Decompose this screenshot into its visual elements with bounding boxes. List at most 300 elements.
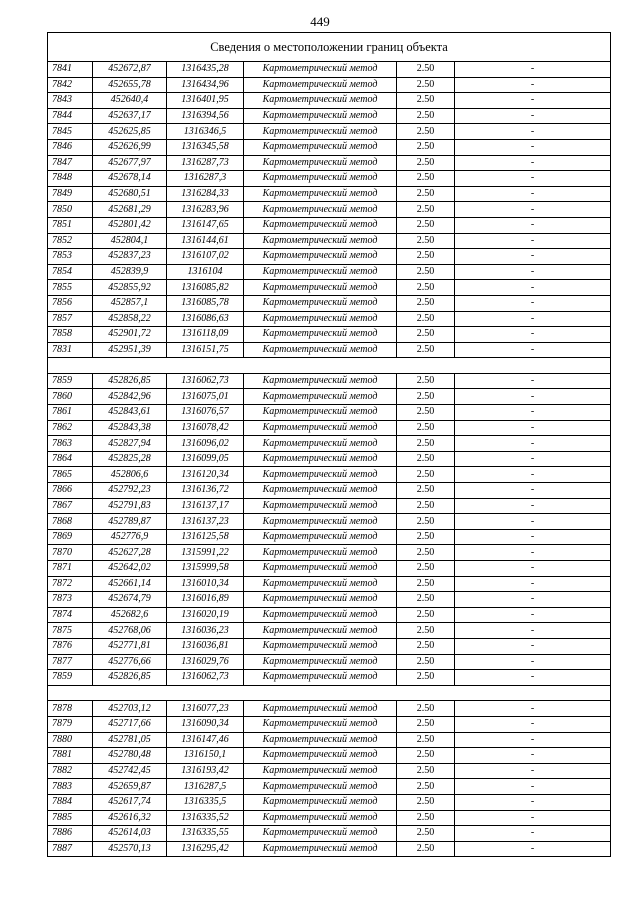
y-coordinate-cell: 1316151,75 [167,342,244,358]
extra-cell: - [455,592,611,608]
x-coordinate-cell: 452843,38 [93,420,167,436]
y-coordinate-cell: 1316434,96 [167,77,244,93]
x-coordinate-cell: 452680,51 [93,186,167,202]
table-row [48,233,611,249]
accuracy-cell: 2.50 [397,62,455,78]
table-row [48,108,611,124]
table-row [48,249,611,265]
point-number-cell: 7831 [48,342,93,358]
accuracy-cell: 2.50 [397,280,455,296]
extra-cell: - [455,576,611,592]
method-cell: Картометрический метод [244,841,397,857]
table-row [48,576,611,592]
extra-cell: - [455,108,611,124]
x-coordinate-cell: 452801,42 [93,217,167,233]
method-cell: Картометрический метод [244,420,397,436]
point-number-cell: 7876 [48,638,93,654]
separator-cell [93,358,167,374]
method-cell: Картометрический метод [244,779,397,795]
y-coordinate-cell: 1315999,58 [167,561,244,577]
table-row [48,327,611,343]
y-coordinate-cell: 1316075,01 [167,389,244,405]
point-number-cell: 7872 [48,576,93,592]
x-coordinate-cell: 452642,02 [93,561,167,577]
x-coordinate-cell: 452791,83 [93,498,167,514]
y-coordinate-cell: 1316136,72 [167,483,244,499]
y-coordinate-cell: 1316137,23 [167,514,244,530]
y-coordinate-cell: 1316090,34 [167,716,244,732]
extra-cell: - [455,155,611,171]
y-coordinate-cell: 1316107,02 [167,249,244,265]
x-coordinate-cell: 452855,92 [93,280,167,296]
method-cell: Картометрический метод [244,373,397,389]
extra-cell: - [455,748,611,764]
method-cell: Картометрический метод [244,233,397,249]
accuracy-cell: 2.50 [397,342,455,358]
accuracy-cell: 2.50 [397,264,455,280]
extra-cell: - [455,545,611,561]
extra-cell: - [455,701,611,717]
extra-cell: - [455,763,611,779]
method-cell: Картометрический метод [244,545,397,561]
y-coordinate-cell: 1316036,23 [167,623,244,639]
extra-cell: - [455,467,611,483]
accuracy-cell: 2.50 [397,77,455,93]
y-coordinate-cell: 1316077,23 [167,701,244,717]
point-number-cell: 7883 [48,779,93,795]
y-coordinate-cell: 1316118,09 [167,327,244,343]
extra-cell: - [455,93,611,109]
y-coordinate-cell: 1316120,34 [167,467,244,483]
x-coordinate-cell: 452617,74 [93,794,167,810]
extra-cell: - [455,280,611,296]
accuracy-cell: 2.50 [397,810,455,826]
x-coordinate-cell: 452781,05 [93,732,167,748]
y-coordinate-cell: 1316104 [167,264,244,280]
accuracy-cell: 2.50 [397,155,455,171]
table-row [48,280,611,296]
extra-cell: - [455,670,611,686]
method-cell: Картометрический метод [244,514,397,530]
y-coordinate-cell: 1316394,56 [167,108,244,124]
point-number-cell: 7851 [48,217,93,233]
method-cell: Картометрический метод [244,249,397,265]
accuracy-cell: 2.50 [397,171,455,187]
x-coordinate-cell: 452616,32 [93,810,167,826]
extra-cell: - [455,217,611,233]
x-coordinate-cell: 452681,29 [93,202,167,218]
y-coordinate-cell: 1316335,52 [167,810,244,826]
accuracy-cell: 2.50 [397,467,455,483]
accuracy-cell: 2.50 [397,483,455,499]
x-coordinate-cell: 452659,87 [93,779,167,795]
accuracy-cell: 2.50 [397,732,455,748]
accuracy-cell: 2.50 [397,420,455,436]
x-coordinate-cell: 452771,81 [93,638,167,654]
point-number-cell: 7864 [48,451,93,467]
table-title: Сведения о местоположении границ объекта [48,33,611,62]
y-coordinate-cell: 1316078,42 [167,420,244,436]
extra-cell: - [455,171,611,187]
accuracy-cell: 2.50 [397,108,455,124]
table-row [48,748,611,764]
point-number-cell: 7878 [48,701,93,717]
method-cell: Картометрический метод [244,670,397,686]
x-coordinate-cell: 452717,66 [93,716,167,732]
table-row [48,264,611,280]
y-coordinate-cell: 1316085,78 [167,295,244,311]
accuracy-cell: 2.50 [397,763,455,779]
point-number-cell: 7885 [48,810,93,826]
extra-cell: - [455,373,611,389]
method-cell: Картометрический метод [244,311,397,327]
extra-cell: - [455,607,611,623]
extra-cell: - [455,498,611,514]
table-row [48,217,611,233]
table-row [48,592,611,608]
accuracy-cell: 2.50 [397,592,455,608]
accuracy-cell: 2.50 [397,841,455,857]
y-coordinate-cell: 1316283,96 [167,202,244,218]
extra-cell: - [455,389,611,405]
table-row [48,810,611,826]
separator-cell [455,685,611,701]
point-number-cell: 7881 [48,748,93,764]
x-coordinate-cell: 452661,14 [93,576,167,592]
accuracy-cell: 2.50 [397,124,455,140]
x-coordinate-cell: 452837,23 [93,249,167,265]
method-cell: Картометрический метод [244,186,397,202]
x-coordinate-cell: 452826,85 [93,670,167,686]
y-coordinate-cell: 1316346,5 [167,124,244,140]
method-cell: Картометрический метод [244,701,397,717]
method-cell: Картометрический метод [244,451,397,467]
accuracy-cell: 2.50 [397,311,455,327]
table-row [48,529,611,545]
separator-cell [244,358,397,374]
separator-cell [244,685,397,701]
extra-cell: - [455,124,611,140]
point-number-cell: 7842 [48,77,93,93]
table-row [48,77,611,93]
extra-cell: - [455,779,611,795]
block-separator-row [48,685,611,701]
extra-cell: - [455,654,611,670]
method-cell: Картометрический метод [244,607,397,623]
extra-cell: - [455,405,611,421]
accuracy-cell: 2.50 [397,202,455,218]
table-row [48,545,611,561]
point-number-cell: 7841 [48,62,93,78]
method-cell: Картометрический метод [244,763,397,779]
table-row [48,514,611,530]
table-row [48,93,611,109]
method-cell: Картометрический метод [244,623,397,639]
point-number-cell: 7865 [48,467,93,483]
point-number-cell: 7884 [48,794,93,810]
table-row [48,451,611,467]
point-number-cell: 7877 [48,654,93,670]
table-row [48,311,611,327]
point-number-cell: 7867 [48,498,93,514]
x-coordinate-cell: 452674,79 [93,592,167,608]
table-row [48,202,611,218]
x-coordinate-cell: 452901,72 [93,327,167,343]
x-coordinate-cell: 452858,22 [93,311,167,327]
extra-cell: - [455,623,611,639]
point-number-cell: 7871 [48,561,93,577]
method-cell: Картометрический метод [244,264,397,280]
extra-cell: - [455,327,611,343]
point-number-cell: 7879 [48,716,93,732]
table-row [48,124,611,140]
y-coordinate-cell: 1316062,73 [167,670,244,686]
x-coordinate-cell: 452682,6 [93,607,167,623]
accuracy-cell: 2.50 [397,498,455,514]
accuracy-cell: 2.50 [397,186,455,202]
point-number-cell: 7873 [48,592,93,608]
extra-cell: - [455,794,611,810]
boundary-coordinates-table [47,32,611,857]
y-coordinate-cell: 1315991,22 [167,545,244,561]
point-number-cell: 7846 [48,139,93,155]
separator-cell [167,685,244,701]
table-row [48,295,611,311]
x-coordinate-cell: 452625,85 [93,124,167,140]
y-coordinate-cell: 1316099,05 [167,451,244,467]
method-cell: Картометрический метод [244,592,397,608]
extra-cell: - [455,77,611,93]
accuracy-cell: 2.50 [397,93,455,109]
point-number-cell: 7887 [48,841,93,857]
table-row [48,483,611,499]
accuracy-cell: 2.50 [397,607,455,623]
x-coordinate-cell: 452789,87 [93,514,167,530]
y-coordinate-cell: 1316345,58 [167,139,244,155]
y-coordinate-cell: 1316150,1 [167,748,244,764]
point-number-cell: 7849 [48,186,93,202]
table-row [48,701,611,717]
separator-cell [48,685,93,701]
x-coordinate-cell: 452780,48 [93,748,167,764]
method-cell: Картометрический метод [244,561,397,577]
extra-cell: - [455,514,611,530]
table-row [48,763,611,779]
x-coordinate-cell: 452655,78 [93,77,167,93]
method-cell: Картометрический метод [244,826,397,842]
point-number-cell: 7852 [48,233,93,249]
y-coordinate-cell: 1316029,76 [167,654,244,670]
point-number-cell: 7847 [48,155,93,171]
separator-cell [167,358,244,374]
extra-cell: - [455,233,611,249]
accuracy-cell: 2.50 [397,779,455,795]
table-row [48,732,611,748]
y-coordinate-cell: 1316010,34 [167,576,244,592]
accuracy-cell: 2.50 [397,638,455,654]
table-row [48,420,611,436]
y-coordinate-cell: 1316020,19 [167,607,244,623]
point-number-cell: 7863 [48,436,93,452]
method-cell: Картометрический метод [244,436,397,452]
y-coordinate-cell: 1316335,55 [167,826,244,842]
accuracy-cell: 2.50 [397,748,455,764]
accuracy-cell: 2.50 [397,545,455,561]
accuracy-cell: 2.50 [397,451,455,467]
table-title-row [48,33,611,62]
x-coordinate-cell: 452857,1 [93,295,167,311]
x-coordinate-cell: 452570,13 [93,841,167,857]
table-row [48,779,611,795]
point-number-cell: 7859 [48,670,93,686]
table-row [48,405,611,421]
accuracy-cell: 2.50 [397,389,455,405]
table-row [48,794,611,810]
point-number-cell: 7880 [48,732,93,748]
point-number-cell: 7848 [48,171,93,187]
method-cell: Картометрический метод [244,467,397,483]
x-coordinate-cell: 452677,97 [93,155,167,171]
method-cell: Картометрический метод [244,576,397,592]
accuracy-cell: 2.50 [397,701,455,717]
accuracy-cell: 2.50 [397,373,455,389]
x-coordinate-cell: 452776,9 [93,529,167,545]
table-row [48,607,611,623]
point-number-cell: 7886 [48,826,93,842]
x-coordinate-cell: 452627,28 [93,545,167,561]
x-coordinate-cell: 452768,06 [93,623,167,639]
table-row [48,826,611,842]
x-coordinate-cell: 452806,6 [93,467,167,483]
y-coordinate-cell: 1316287,3 [167,171,244,187]
y-coordinate-cell: 1316096,02 [167,436,244,452]
table-row [48,561,611,577]
method-cell: Картометрический метод [244,124,397,140]
method-cell: Картометрический метод [244,389,397,405]
y-coordinate-cell: 1316193,42 [167,763,244,779]
separator-cell [397,685,455,701]
accuracy-cell: 2.50 [397,826,455,842]
extra-cell: - [455,420,611,436]
y-coordinate-cell: 1316016,89 [167,592,244,608]
table-row [48,171,611,187]
extra-cell: - [455,139,611,155]
table-row [48,638,611,654]
point-number-cell: 7866 [48,483,93,499]
extra-cell: - [455,436,611,452]
method-cell: Картометрический метод [244,654,397,670]
extra-cell: - [455,311,611,327]
point-number-cell: 7856 [48,295,93,311]
method-cell: Картометрический метод [244,77,397,93]
y-coordinate-cell: 1316085,82 [167,280,244,296]
x-coordinate-cell: 452626,99 [93,139,167,155]
table-row [48,139,611,155]
accuracy-cell: 2.50 [397,514,455,530]
y-coordinate-cell: 1316125,58 [167,529,244,545]
table-row [48,373,611,389]
x-coordinate-cell: 452839,9 [93,264,167,280]
method-cell: Картометрический метод [244,732,397,748]
y-coordinate-cell: 1316435,28 [167,62,244,78]
point-number-cell: 7868 [48,514,93,530]
point-number-cell: 7861 [48,405,93,421]
extra-cell: - [455,716,611,732]
x-coordinate-cell: 452792,23 [93,483,167,499]
x-coordinate-cell: 452842,96 [93,389,167,405]
x-coordinate-cell: 452827,94 [93,436,167,452]
method-cell: Картометрический метод [244,62,397,78]
accuracy-cell: 2.50 [397,576,455,592]
accuracy-cell: 2.50 [397,233,455,249]
method-cell: Картометрический метод [244,716,397,732]
accuracy-cell: 2.50 [397,623,455,639]
extra-cell: - [455,529,611,545]
extra-cell: - [455,264,611,280]
point-number-cell: 7859 [48,373,93,389]
method-cell: Картометрический метод [244,638,397,654]
extra-cell: - [455,841,611,857]
x-coordinate-cell: 452637,17 [93,108,167,124]
method-cell: Картометрический метод [244,93,397,109]
x-coordinate-cell: 452951,39 [93,342,167,358]
method-cell: Картометрический метод [244,810,397,826]
accuracy-cell: 2.50 [397,561,455,577]
separator-cell [48,358,93,374]
method-cell: Картометрический метод [244,139,397,155]
y-coordinate-cell: 1316284,33 [167,186,244,202]
method-cell: Картометрический метод [244,108,397,124]
y-coordinate-cell: 1316335,5 [167,794,244,810]
extra-cell: - [455,732,611,748]
extra-cell: - [455,202,611,218]
table-row [48,467,611,483]
accuracy-cell: 2.50 [397,327,455,343]
method-cell: Картометрический метод [244,217,397,233]
point-number-cell: 7858 [48,327,93,343]
method-cell: Картометрический метод [244,327,397,343]
point-number-cell: 7854 [48,264,93,280]
table-row [48,716,611,732]
page-number: 449 [310,14,330,29]
y-coordinate-cell: 1316144,61 [167,233,244,249]
x-coordinate-cell: 452826,85 [93,373,167,389]
point-number-cell: 7843 [48,93,93,109]
extra-cell: - [455,342,611,358]
point-number-cell: 7857 [48,311,93,327]
accuracy-cell: 2.50 [397,217,455,233]
extra-cell: - [455,638,611,654]
accuracy-cell: 2.50 [397,654,455,670]
x-coordinate-cell: 452614,03 [93,826,167,842]
y-coordinate-cell: 1316137,17 [167,498,244,514]
accuracy-cell: 2.50 [397,670,455,686]
method-cell: Картометрический метод [244,342,397,358]
method-cell: Картометрический метод [244,483,397,499]
extra-cell: - [455,249,611,265]
extra-cell: - [455,561,611,577]
point-number-cell: 7855 [48,280,93,296]
method-cell: Картометрический метод [244,280,397,296]
accuracy-cell: 2.50 [397,716,455,732]
accuracy-cell: 2.50 [397,139,455,155]
method-cell: Картометрический метод [244,405,397,421]
y-coordinate-cell: 1316401,95 [167,93,244,109]
method-cell: Картометрический метод [244,202,397,218]
point-number-cell: 7875 [48,623,93,639]
x-coordinate-cell: 452672,87 [93,62,167,78]
table-row [48,155,611,171]
